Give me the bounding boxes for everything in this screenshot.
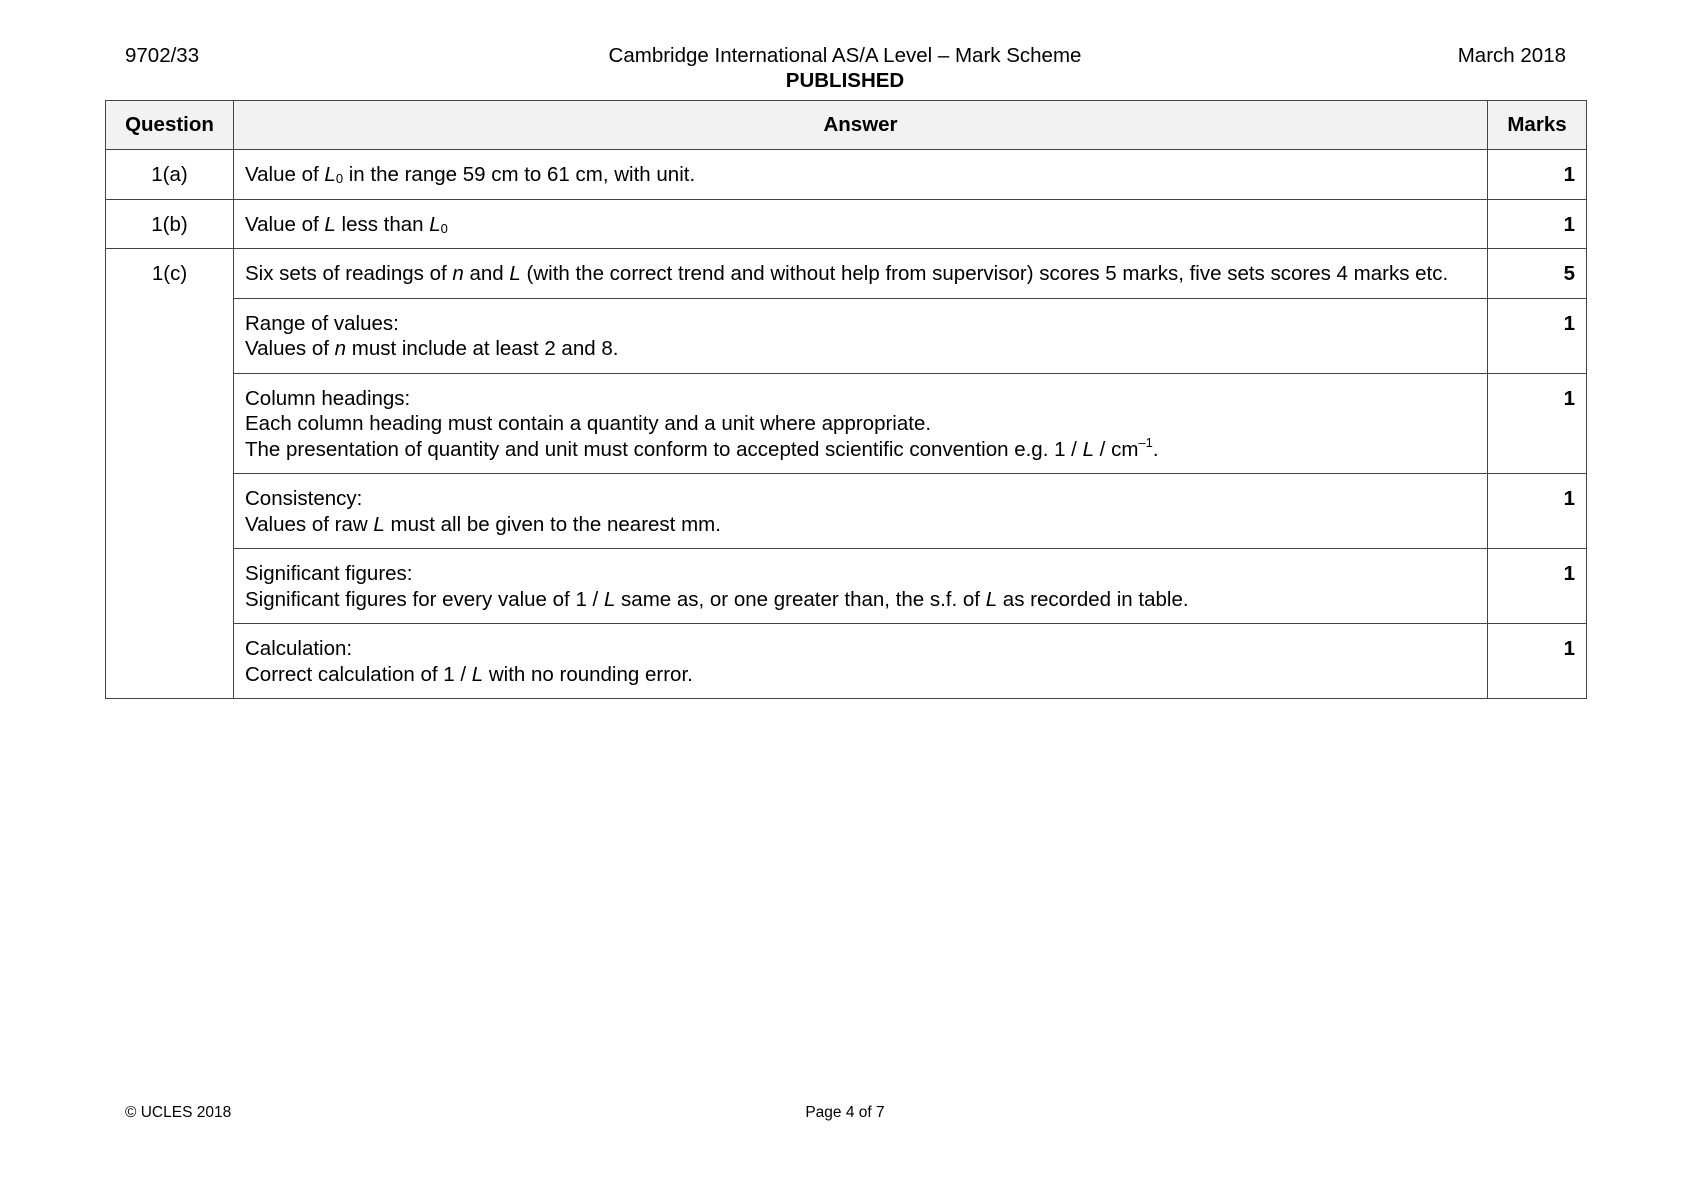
answer-cell <box>234 199 1488 249</box>
question-number: 1(c) <box>106 249 234 699</box>
answer-text: Correct calculation of 1 / L with no rounding error. <box>245 662 693 686</box>
table-row <box>106 199 1587 249</box>
table-row <box>106 150 1587 200</box>
published-label: PUBLISHED <box>785 69 905 92</box>
marks-value: 1 <box>1488 373 1587 474</box>
column-header-marks: Marks <box>1488 101 1587 150</box>
marks-value: 1 <box>1488 624 1587 699</box>
marks-value: 5 <box>1488 249 1587 299</box>
marks-value: 1 <box>1488 298 1587 373</box>
answer-text: Six sets of readings of n and L (with the correct trend and without help from supervisor) scores 5 marks, five sets scores 4 marks etc. <box>245 262 1449 285</box>
marks-value: 1 <box>1488 474 1587 549</box>
answer-text: Value of L less than $L_0$ <box>245 212 448 236</box>
answer-heading: Calculation: <box>245 637 353 660</box>
table-row <box>106 249 1587 299</box>
mark-scheme-table <box>105 100 1587 699</box>
answer-cell <box>234 373 1488 474</box>
question-number: 1(a) <box>106 150 234 200</box>
answer-text: Significant figures for every value of 1 / L same as, or one greater than, the s.f. of L as recorded in table. <box>245 587 1189 611</box>
table-row <box>106 624 1587 699</box>
table-row <box>106 298 1587 373</box>
table-header-row <box>106 101 1587 150</box>
marks-value: 1 <box>1488 150 1587 200</box>
answer-cell <box>234 624 1488 699</box>
table-row <box>106 549 1587 624</box>
column-header-answer: Answer <box>234 101 1488 150</box>
question-number: 1(b) <box>106 199 234 249</box>
document-title: Cambridge International AS/A Level – Mark Scheme <box>608 44 1082 67</box>
answer-text: Value of $L_0$ in the range 59 cm to 61 cm, with unit. <box>245 163 696 186</box>
marks-value: 1 <box>1488 199 1587 249</box>
answer-text: Values of n must include at least 2 and 8. <box>245 337 619 360</box>
answer-heading: Significant figures: <box>245 562 413 585</box>
column-header-question: Question <box>106 101 234 150</box>
answer-cell <box>234 549 1488 624</box>
page-number: Page 4 of 7 <box>805 1104 885 1121</box>
answer-heading: Range of values: <box>245 311 399 335</box>
table-row <box>106 373 1587 474</box>
answer-text: Each column heading must contain a quantity and a unit where appropriate. <box>245 412 932 435</box>
answer-cell <box>234 474 1488 549</box>
marks-value: 1 <box>1488 549 1587 624</box>
answer-cell <box>234 298 1488 373</box>
answer-cell <box>234 249 1488 299</box>
copyright-notice: © UCLES 2018 <box>125 1104 232 1121</box>
answer-text: The presentation of quantity and unit must conform to accepted scientific convention e.g. 1 / L / $cm^{-1}$. <box>245 434 1159 461</box>
answer-heading: Column headings: <box>245 386 411 410</box>
paper-code: 9702/33 <box>125 44 200 67</box>
answer-heading: Consistency: <box>245 487 363 510</box>
answer-text: Values of raw L must all be given to the nearest mm. <box>245 512 721 536</box>
answer-cell <box>234 150 1488 200</box>
exam-date: March 2018 <box>1457 44 1566 67</box>
table-row <box>106 474 1587 549</box>
